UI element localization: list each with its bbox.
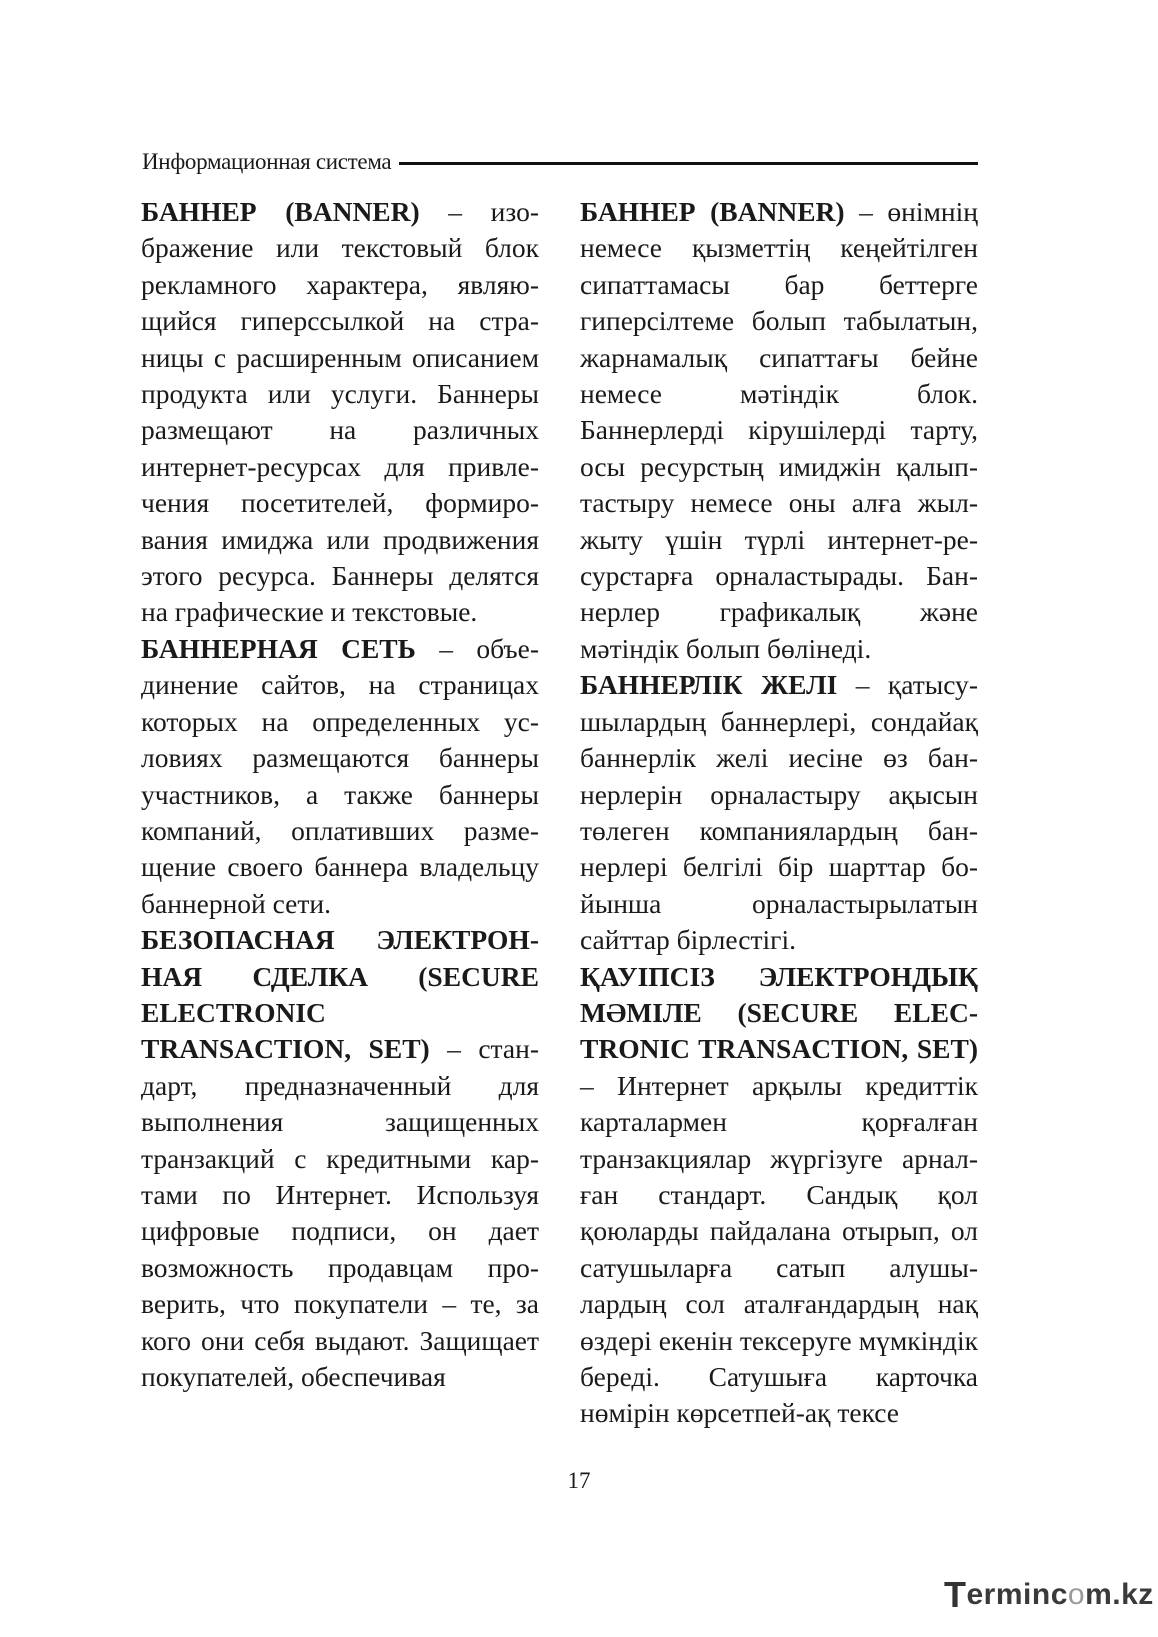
entry-term: БАННЕРЛІК ЖЕЛІ	[580, 669, 838, 701]
header-rule	[399, 162, 978, 165]
watermark-initial: T	[944, 1574, 967, 1615]
entry-banner-kk	[580, 194, 978, 667]
entry-term: БАННЕР (BANNER)	[141, 196, 420, 227]
watermark-o: o	[1067, 1578, 1086, 1611]
entry-definition: – объединение сайтов, на страницах которых на определенных условиях размещаются баннеры участников, а также баннеры компаний, оплативших размещение своего баннера владельцу баннерной сети.	[141, 632, 540, 919]
right-column-kazakh	[580, 194, 978, 1432]
entry-definition: – стандарт, предназначенный для выполнения защищенных транзакций с кредитными картами по Интернет. Используя цифровые подписи, он дает возможность продавцам проверить, что покупатели – те, за кого они себя выдают. Защищает покупателей, обеспечивая	[141, 1033, 540, 1392]
page-number: 17	[567, 1468, 591, 1493]
entry-banner-network-kk	[580, 667, 978, 958]
entry-secure-transaction-ru	[141, 922, 539, 1395]
termincom-watermark	[944, 1574, 1154, 1616]
entry-definition: – Интернет арқылы кредиттік карталармен қорғалған транзакциялар жүргізуге арналған стандарт. Сандық қол қоюларды пайдалана отырып, ол сатушыларға сатып алушылардың сол аталғандардың нақ өздері екенін тексеруге мүмкіндік береді. Сатушыға карточка нөмірін көрсетпей-ақ тексе	[580, 1069, 978, 1429]
entry-definition: – өнімнің немесе қызметтің кеңейтілген сипаттамасы бар беттерге гиперсілтеме болып табылатын, жарнамалық сипаттағы бейне немесе мәтіндік блок. Баннерлерді кірушілерді тарту, осы ресурстың имиджін қалыптастыру немесе оны алға жылжыту үшін түрлі интернет-ресурстарға орналастырады. Баннерлер графикалық және мәтіндік болып бөлінеді.	[580, 196, 978, 664]
watermark-middle: erminc	[966, 1578, 1068, 1611]
entry-definition: – изображение или текстовый блок рекламного характера, являющийся гиперссылкой на страницы с расширенным описанием продукта или услуги. Баннеры размещают на различных интернет-ресурсах для привлечения посетителей, формирования имиджа или продвижения этого ресурса. Баннеры делятся на графические и текстовые.	[141, 196, 540, 628]
left-column-russian	[141, 194, 539, 1395]
entry-term: БАННЕР (BANNER)	[580, 196, 845, 227]
entry-term: БЕЗОПАСНАЯ ЭЛЕКТРОННАЯ СДЕЛКА (SECURE ELECTRONIC TRANSACTION, SET)	[141, 924, 539, 1065]
entry-secure-transaction-kk	[580, 959, 978, 1432]
header-title: Информационная система	[142, 149, 392, 174]
running-header	[142, 146, 978, 178]
entry-definition: – қатысушылардың баннерлері, сондайақ баннерлік желі иесіне өз баннерлерін орналастыру ақысын төлеген компаниялардың баннерлері белгілі бір шарттар бойынша орналастырылатын сайттар бірлестігі.	[580, 669, 978, 956]
watermark-end: m.kz	[1085, 1578, 1154, 1611]
entry-banner-ru	[141, 194, 539, 631]
entry-banner-network-ru	[141, 631, 539, 922]
entry-term: ҚАУІПСІЗ ЭЛЕКТРОНДЫҚ МӘМІЛЕ (SECURE ELECTRONIC TRANSACTION, SET)	[580, 960, 978, 1065]
entry-term: БАННЕРНАЯ СЕТЬ	[141, 632, 416, 664]
